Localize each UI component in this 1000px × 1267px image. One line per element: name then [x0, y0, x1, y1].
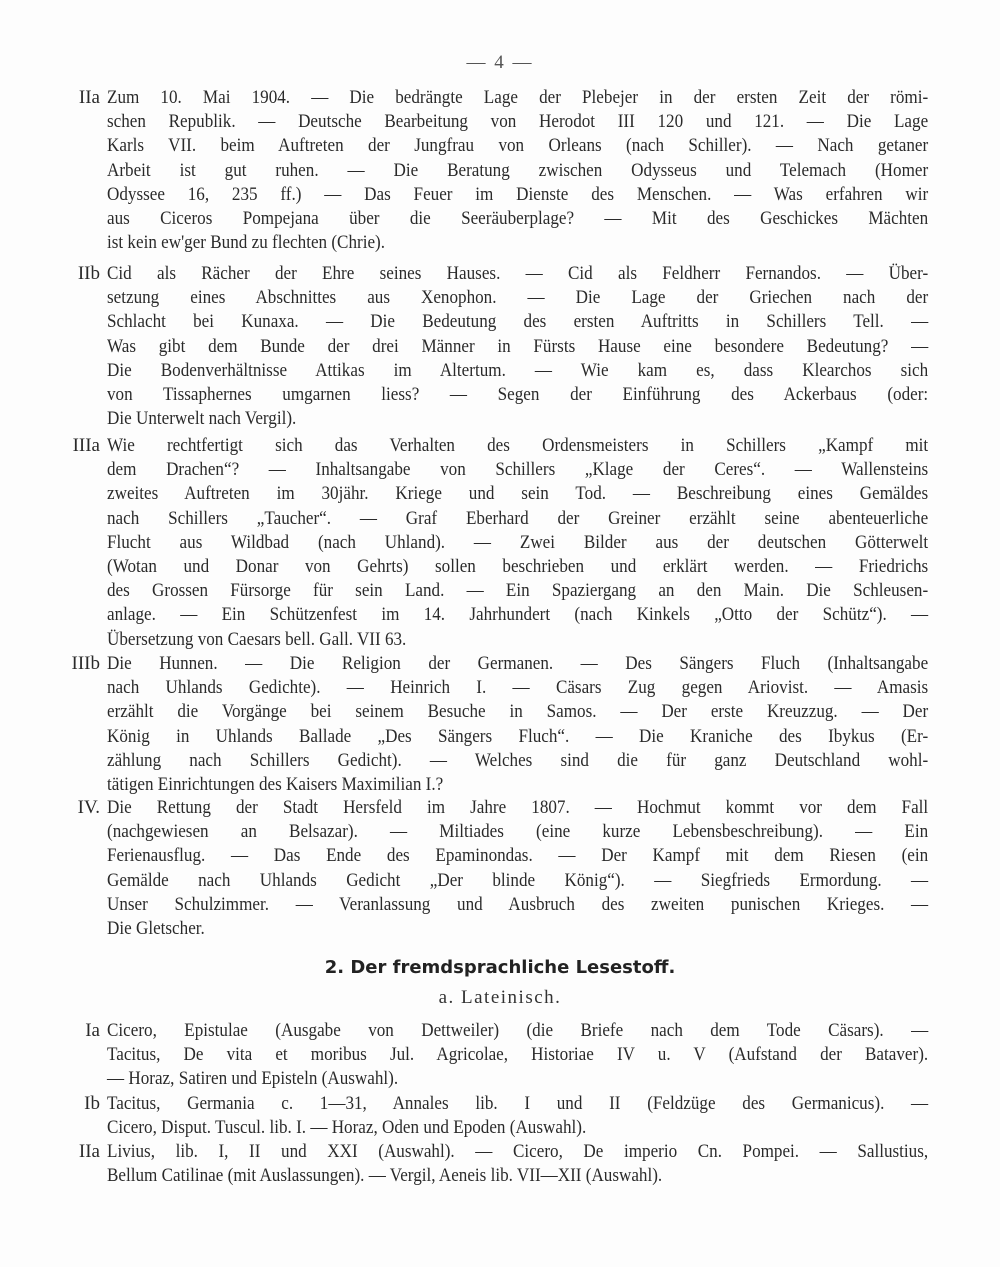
class-label: IV. — [77, 797, 100, 818]
text-line: Bellum Catilinae (mit Auslassungen). — Vergil, Aeneis lib. VII—XII (Auswahl). — [107, 1165, 663, 1187]
entry-text — [107, 262, 929, 431]
text-line: setzung eines Abschnittes aus Xenophon. — Die Lage der Griechen nach der — [107, 287, 929, 309]
text-line: Cid als Rächer der Ehre seines Hauses. — Cid als Feldherr Fernandos. — Über- — [107, 263, 929, 284]
class-label: IIIa — [72, 435, 100, 456]
entry-text — [107, 1092, 929, 1140]
text-line: nach Uhlands Gedichte). — Heinrich I. — Cäsars Zug gegen Ariovist. — Amasis — [107, 677, 929, 699]
text-line: zählung nach Schillers Gedicht). — Welches sind die für ganz Deutschland wohl- — [107, 749, 929, 771]
text-line: Die Bodenverhältnisse Attikas im Altertum. — Wie kam es, dass Klearchos sich — [107, 359, 929, 381]
text-line: Ferienausflug. — Das Ende des Epaminondas. — Der Kampf mit dem Riesen (ein — [107, 845, 929, 867]
entry-text — [107, 434, 929, 652]
text-line: Die Rettung der Stadt Hersfeld im Jahre 1807. — Hochmut kommt vor dem Fall — [107, 797, 929, 818]
entry-text — [107, 652, 929, 797]
text-line: Wie rechtfertigt sich das Verhalten des Ordensmeisters in Schillers „Kampf mit — [107, 435, 929, 456]
class-label: IIb — [77, 263, 100, 284]
text-line: dem Drachen“? — Inhaltsangabe von Schillers „Klage der Ceres“. — Wallensteins — [107, 459, 929, 481]
text-line: zweites Auftreten im 30jähr. Kriege und sein Tod. — Beschreibung eines Gemäldes — [107, 483, 929, 505]
text-line: Zum 10. Mai 1904. — Die bedrängte Lage der Plebejer in der ersten Zeit der römi- — [107, 87, 929, 108]
text-line: (nachgewiesen an Belsazar). — Miltiades (eine kurze Lebensbeschreibung). — Ein — [107, 821, 929, 843]
section-subheading: a. Lateinisch. — [438, 987, 562, 1008]
text-line: Flucht aus Wildbad (nach Uhland). — Zwei Bilder aus der deutschen Götterwelt — [107, 531, 929, 553]
page-number: — 4 — — [466, 52, 534, 73]
text-line: des Grossen Fürsorge für sein Land. — Ein Spaziergang an den Main. Die Schleusen- — [107, 580, 929, 602]
text-line: Übersetzung von Caesars bell. Gall. VII 63. — [107, 628, 407, 650]
text-line: Cicero, Epistulae (Ausgabe von Dettweiler) (die Briefe nach dem Tode Cäsars). — — [107, 1020, 929, 1041]
text-line: von Tissaphernes umgarnen liess? — Segen der Einführung des Ackerbaus (oder: — [107, 383, 929, 405]
class-label: IIa — [78, 87, 100, 108]
section-heading: 2. Der fremdsprachliche Lesestoff. — [324, 957, 676, 978]
text-line: Schlacht bei Kunaxa. — Die Bedeutung des ersten Auftritts in Schillers Tell. — — [107, 311, 929, 333]
text-line: erzählt die Vorgänge bei seinem Besuche in Samos. — Der erste Kreuzzug. — Der — [107, 701, 929, 723]
text-line: schen Republik. — Deutsche Bearbeitung von Herodot III 120 und 121. — Die Lage — [107, 111, 929, 133]
text-line: Die Unterwelt nach Vergil). — [107, 408, 297, 430]
text-line: (Wotan und Donar von Gehrts) sollen beschrieben und erklärt werden. — Friedrichs — [107, 555, 929, 577]
text-line: Was gibt dem Bunde der drei Männer in Fürsts Hause eine besondere Bedeutung? — — [107, 335, 929, 357]
class-label: Ib — [84, 1093, 100, 1114]
text-line: — Horaz, Satiren und Episteln (Auswahl). — [107, 1068, 399, 1090]
text-line: Odyssee 16, 235 ff.) — Das Feuer im Dienste des Menschen. — Was erfahren wir — [107, 183, 929, 205]
text-line: Livius, lib. I, II und XXI (Auswahl). — Cicero, De imperio Cn. Pompei. — Sallustius, — [107, 1141, 929, 1162]
class-label: IIIb — [71, 653, 100, 674]
text-line: anlage. — Ein Schützenfest im 14. Jahrhundert (nach Kinkels „Otto der Schütz“). — — [107, 604, 929, 626]
text-line: nach Schillers „Taucher“. — Graf Eberhard der Greiner erzählt seine abenteuerliche — [107, 507, 929, 529]
text-line: ist kein ew'ger Bund zu flechten (Chrie). — [107, 232, 386, 254]
text-line: Karls VII. beim Auftreten der Jungfrau von Orleans (nach Schiller). — Nach getaner — [107, 135, 929, 157]
text-line: Gemälde nach Uhlands Gedicht „Der blinde König“). — Siegfrieds Ermordung. — — [107, 869, 929, 891]
text-line: Tacitus, De vita et moribus Jul. Agricolae, Historiae IV u. V (Aufstand der Bataver). — [107, 1044, 929, 1066]
entry-text — [107, 1019, 929, 1092]
text-line: Die Gletscher. — [107, 917, 205, 939]
text-line: tätigen Einrichtungen des Kaisers Maximilian I.? — [107, 773, 444, 795]
text-line: Arbeit ist gut ruhen. — Die Beratung zwischen Odysseus und Telemach (Homer — [107, 159, 929, 181]
entry-text — [107, 796, 929, 941]
text-line: aus Ciceros Pompejana über die Seeräuberplage? — Mit des Geschickes Mächten — [107, 207, 929, 229]
text-line: Cicero, Disput. Tuscul. lib. I. — Horaz, Oden und Epoden (Auswahl). — [107, 1117, 587, 1139]
text-line: Unser Schulzimmer. — Veranlassung und Ausbruch des zweiten punischen Krieges. — — [107, 893, 929, 915]
entry-text — [107, 1140, 929, 1188]
class-label: Ia — [85, 1020, 100, 1041]
text-line: Tacitus, Germania c. 1—31, Annales lib. I und II (Feldzüge des Germanicus). — — [107, 1093, 929, 1114]
text-line: König in Uhlands Ballade „Des Sängers Fluch“. — Die Kraniche des Ibykus (Er- — [107, 725, 929, 747]
text-line: Die Hunnen. — Die Religion der Germanen. — Des Sängers Fluch (Inhaltsangabe — [107, 653, 929, 674]
entry-text — [107, 86, 929, 255]
class-label: IIa — [78, 1141, 100, 1162]
